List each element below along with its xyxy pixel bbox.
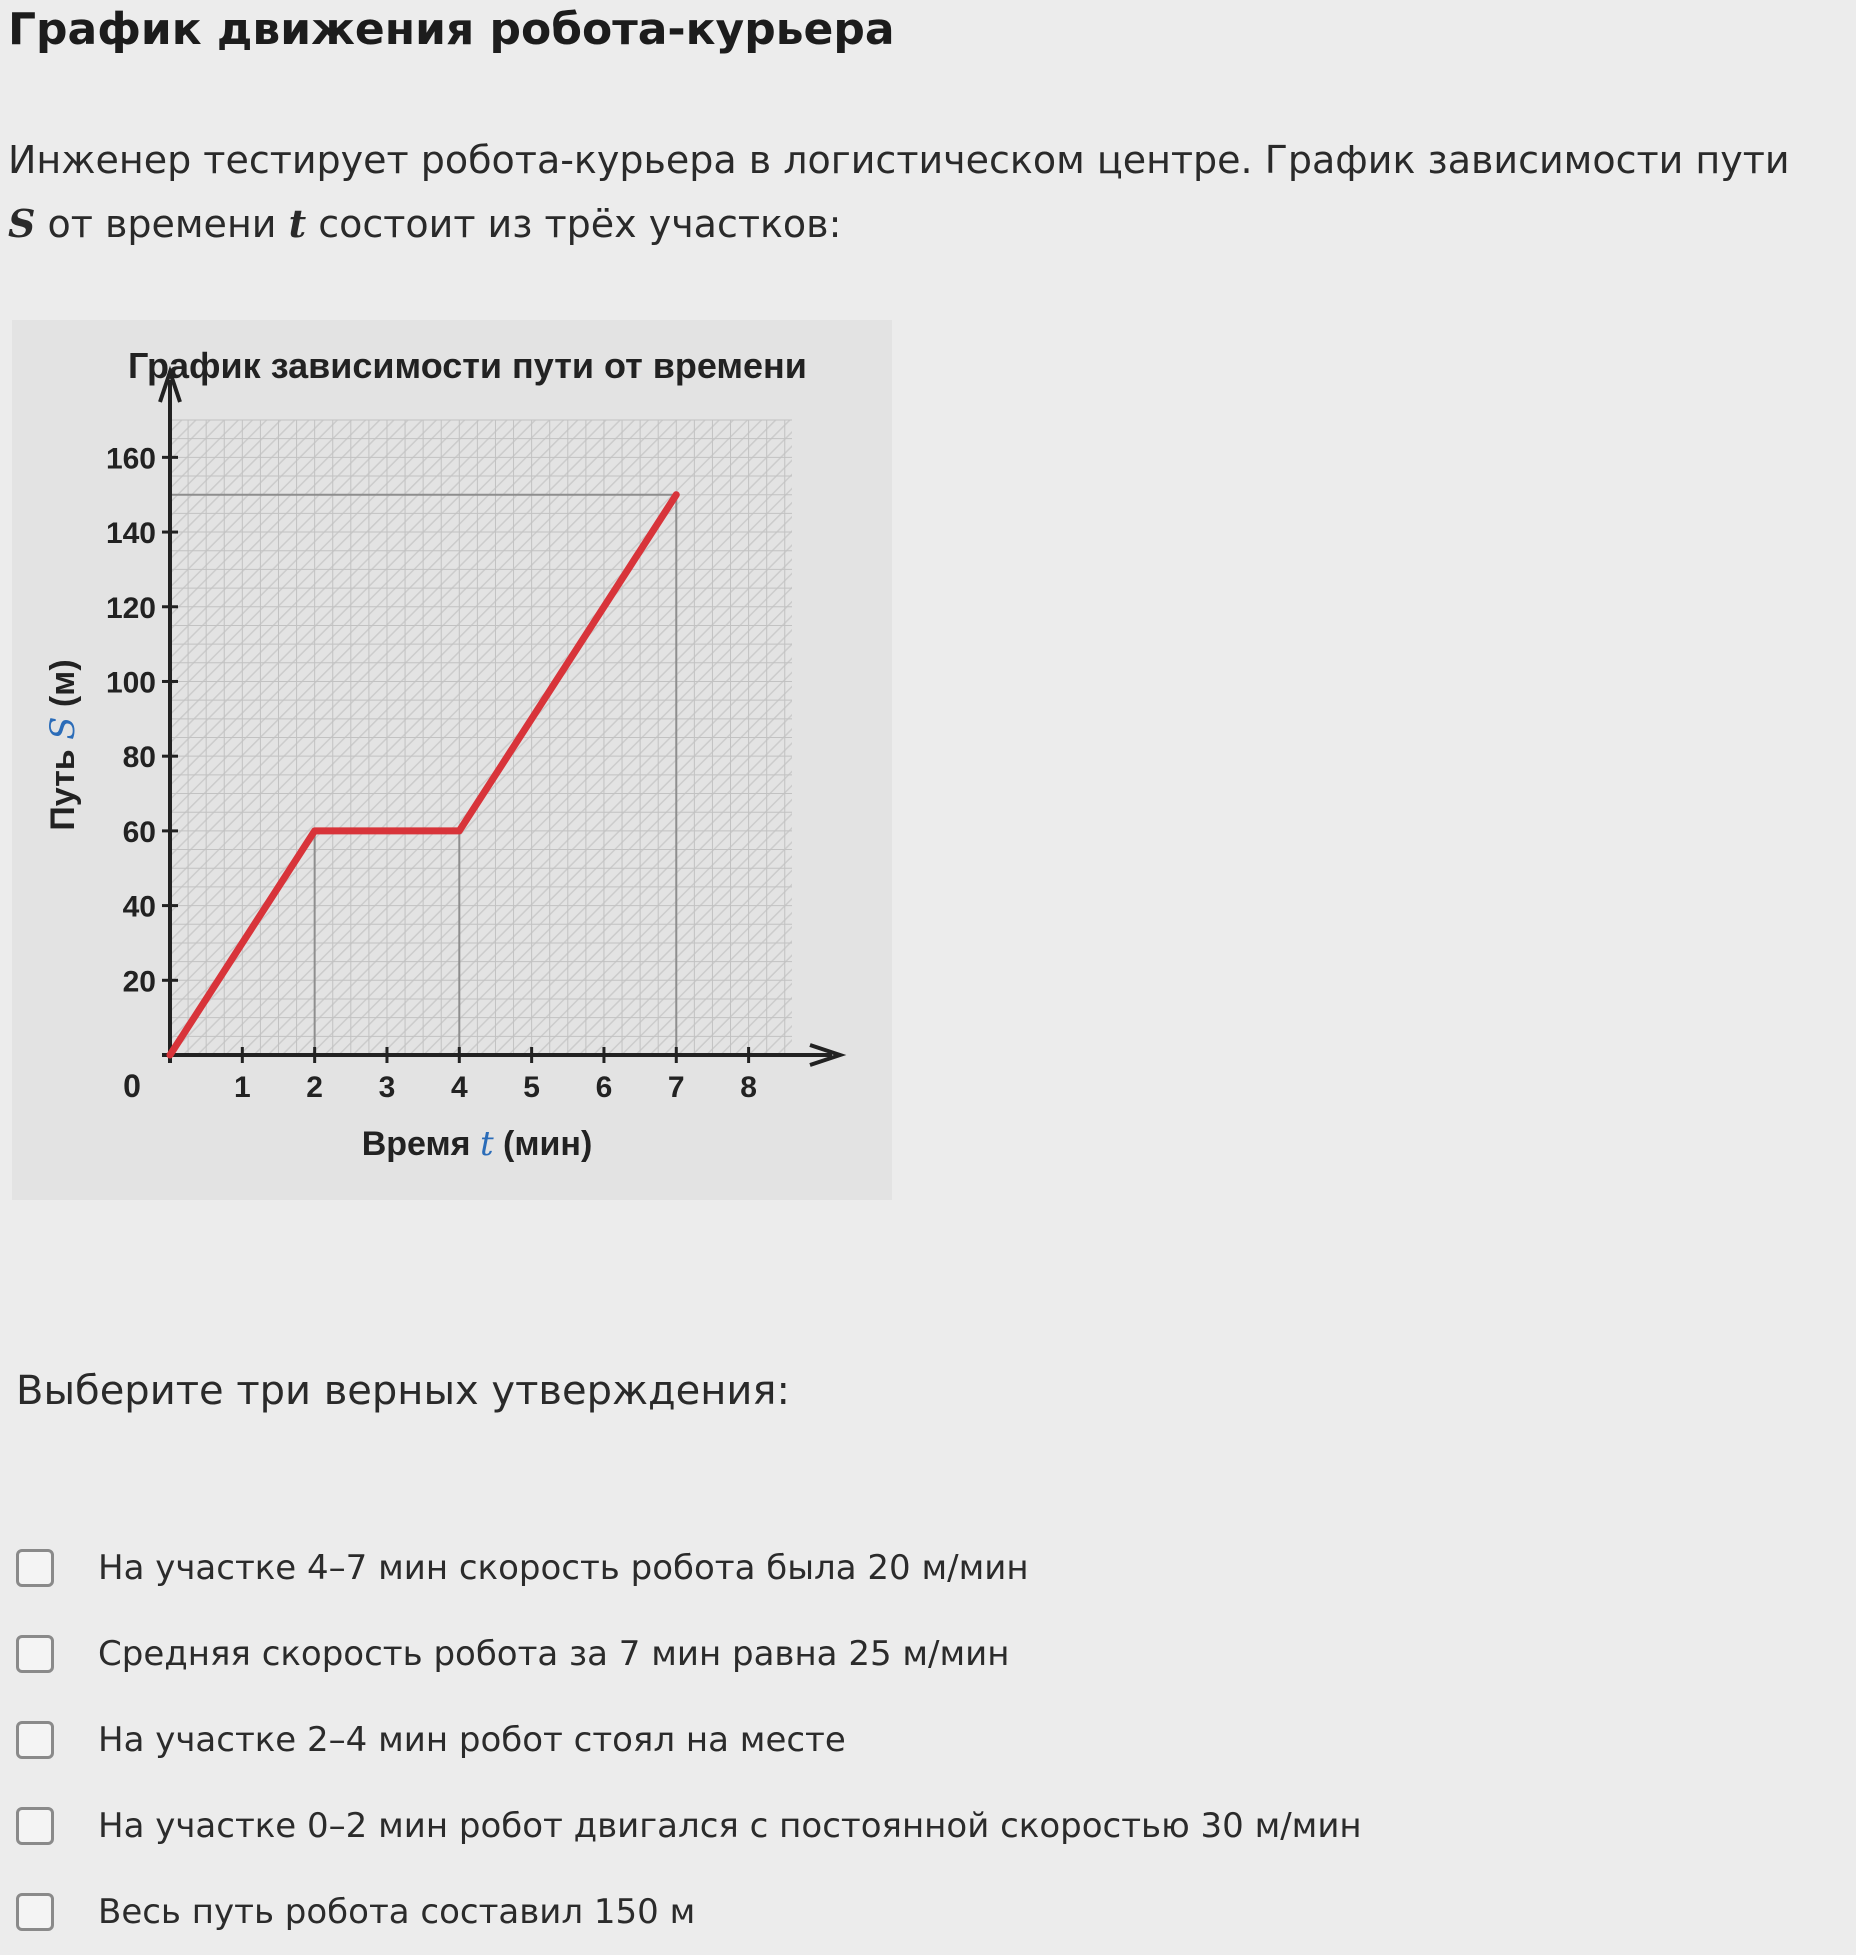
option-3[interactable] <box>16 1697 1362 1783</box>
intro-text-1: Инженер тестирует робота-курьера в логистическом центре. График зависимости пути <box>8 138 1790 182</box>
x-tick-label: 5 <box>523 1071 540 1104</box>
y-tick-label: 20 <box>122 965 156 999</box>
option-5-checkbox[interactable] <box>16 1893 54 1931</box>
path-time-chart <box>12 320 892 1200</box>
data-point <box>312 828 318 834</box>
problem-statement <box>8 128 1808 256</box>
x-axis-label-suffix: (мин) <box>493 1125 593 1163</box>
y-axis-label-prefix: Путь <box>44 739 82 831</box>
option-4[interactable] <box>16 1783 1362 1869</box>
option-1-checkbox[interactable] <box>16 1549 54 1587</box>
option-3-label[interactable]: На участке 2–4 мин робот стоял на месте <box>98 1720 846 1760</box>
option-2[interactable] <box>16 1611 1362 1697</box>
answer-options <box>16 1525 1362 1955</box>
origin-label: 0 <box>123 1068 141 1104</box>
variable-t: t <box>288 201 307 246</box>
x-axis-label-prefix: Время <box>361 1125 480 1163</box>
y-tick-label: 120 <box>105 591 156 625</box>
chart-figure <box>12 320 892 1200</box>
x-tick-label: 4 <box>450 1071 468 1104</box>
option-2-checkbox[interactable] <box>16 1635 54 1673</box>
y-tick-label: 60 <box>122 815 156 849</box>
option-3-checkbox[interactable] <box>16 1721 54 1759</box>
chart-title: График зависимости пути от времени <box>128 345 807 386</box>
x-axis-label <box>362 1124 593 1164</box>
option-5-label[interactable]: Весь путь робота составил 150 м <box>98 1892 696 1932</box>
question-prompt: Выберите три верных утверждения: <box>16 1368 790 1414</box>
data-point <box>456 828 462 834</box>
page-title: График движения робота-курьера <box>8 4 895 55</box>
option-1[interactable] <box>16 1525 1362 1611</box>
x-tick-label: 7 <box>667 1071 685 1104</box>
x-tick-label: 8 <box>740 1071 757 1104</box>
x-tick-label: 6 <box>595 1071 613 1104</box>
y-tick-label: 140 <box>105 517 156 551</box>
data-point <box>167 1052 173 1058</box>
option-1-label[interactable]: На участке 4–7 мин скорость робота была 20 м/мин <box>98 1548 1029 1588</box>
data-point <box>673 492 679 498</box>
y-axis-label <box>43 659 83 830</box>
y-tick-label: 160 <box>105 442 156 476</box>
y-tick-label: 100 <box>105 666 156 700</box>
intro-text-3: состоит из трёх участков: <box>306 202 842 246</box>
y-tick-label: 80 <box>122 741 156 775</box>
option-2-label[interactable]: Средняя скорость робота за 7 мин равна 25 м/мин <box>98 1634 1010 1674</box>
x-axis-variable: t <box>479 1124 494 1164</box>
x-tick-label: 3 <box>378 1071 396 1104</box>
option-4-checkbox[interactable] <box>16 1807 54 1845</box>
variable-s: S <box>8 201 36 246</box>
x-tick-label: 1 <box>233 1071 251 1104</box>
y-tick-label: 40 <box>122 890 156 924</box>
intro-text-2: от времени <box>35 202 289 246</box>
option-4-label[interactable]: На участке 0–2 мин робот двигался с постоянной скоростью 30 м/мин <box>98 1806 1362 1846</box>
y-axis-label-suffix: (м) <box>44 659 82 717</box>
option-5[interactable] <box>16 1869 1362 1955</box>
x-tick-label: 2 <box>306 1071 323 1104</box>
y-axis-variable: S <box>43 716 83 740</box>
